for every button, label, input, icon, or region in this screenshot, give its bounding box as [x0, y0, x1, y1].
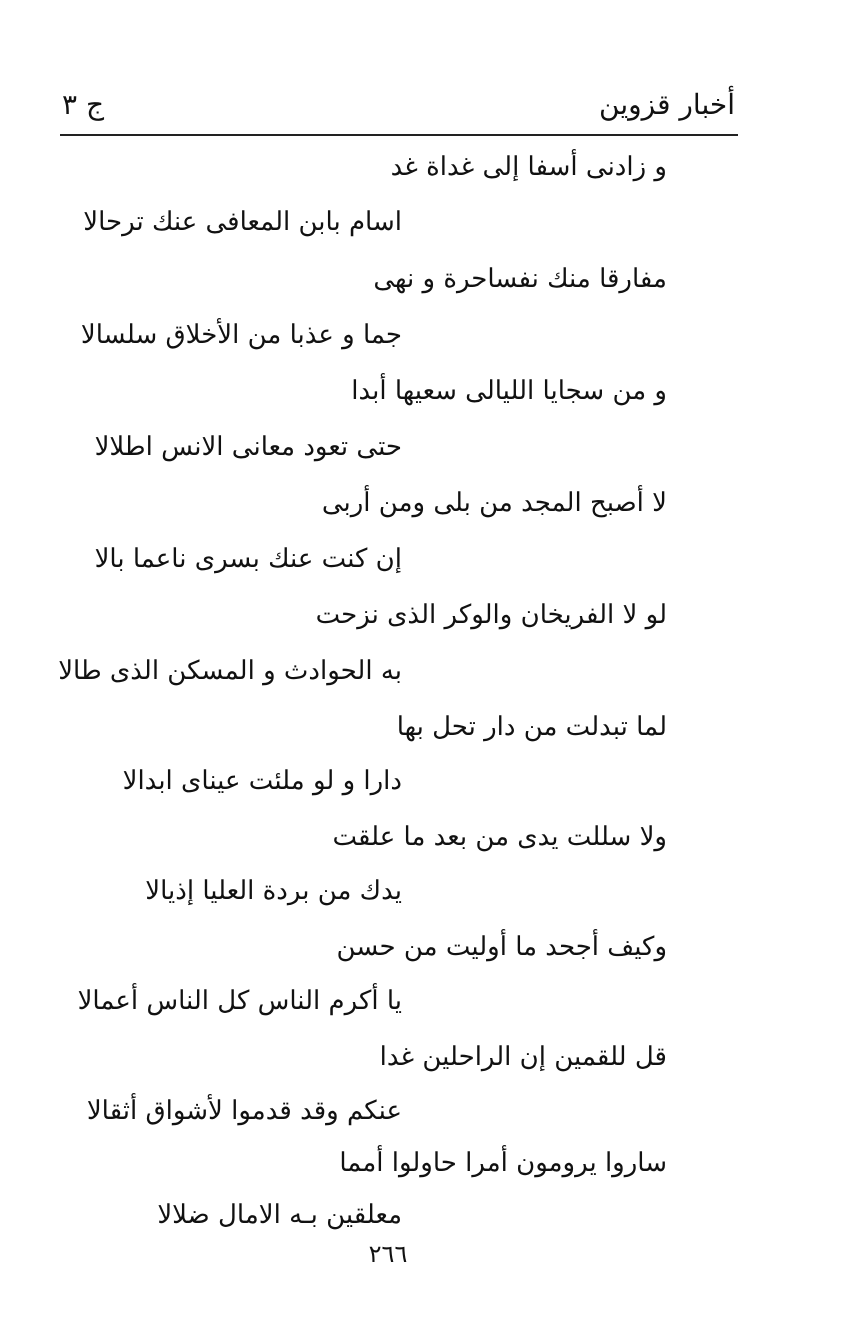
verse-5-second: به الحوادث و المسكن الذى طالا	[58, 656, 402, 686]
header-divider	[60, 134, 738, 136]
verse-8-first: وكيف أجحد ما أوليت من حسن	[336, 932, 667, 962]
verse-4-second: إن كنت عنك بسرى ناعما بالا	[94, 544, 402, 574]
verse-6-first: لما تبدلت من دار تحل بها	[396, 712, 667, 742]
verse-3-second: حتى تعود معانى الانس اطلالا	[94, 432, 402, 462]
verse-9-second: عنكم وقد قدموا لأشواق أثقالا	[86, 1096, 402, 1126]
book-title: أخبار قزوين	[599, 88, 735, 121]
verse-9-first: قل للقمين إن الراحلين غدا	[379, 1042, 667, 1072]
verse-10-first: ساروا يرومون أمرا حاولوا أمما	[339, 1148, 667, 1178]
verse-10-second: معلقين بـه الامال ضلالا	[157, 1200, 402, 1230]
verse-5-first: لو لا الفريخان والوكر الذى نزحت	[315, 600, 667, 630]
verse-2-first: مفارقا منك نفساحرة و نهى	[373, 264, 667, 294]
verse-3-first: و من سجايا الليالى سعيها أبدا	[351, 376, 667, 406]
verse-7-first: ولا سللت يدى من بعد ما علقت	[332, 822, 667, 852]
verse-6-second: دارا و لو ملئت عيناى ابدالا	[122, 766, 402, 796]
volume-label: ج ٣	[62, 88, 105, 121]
verse-2-second: جما و عذبا من الأخلاق سلسالا	[80, 320, 402, 350]
verse-1-first: و زادنى أسفا إلى غداة غد	[390, 152, 667, 182]
page-number: ٢٦٦	[368, 1240, 408, 1268]
verse-4-first: لا أصبح المجد من بلى ومن أربى	[321, 488, 667, 518]
verse-8-second: يا أكرم الناس كل الناس أعمالا	[77, 986, 402, 1016]
verse-1-second: اسام بابن المعافى عنك ترحالا	[83, 207, 402, 237]
verse-7-second: يدك من بردة العليا إذيالا	[145, 876, 402, 906]
